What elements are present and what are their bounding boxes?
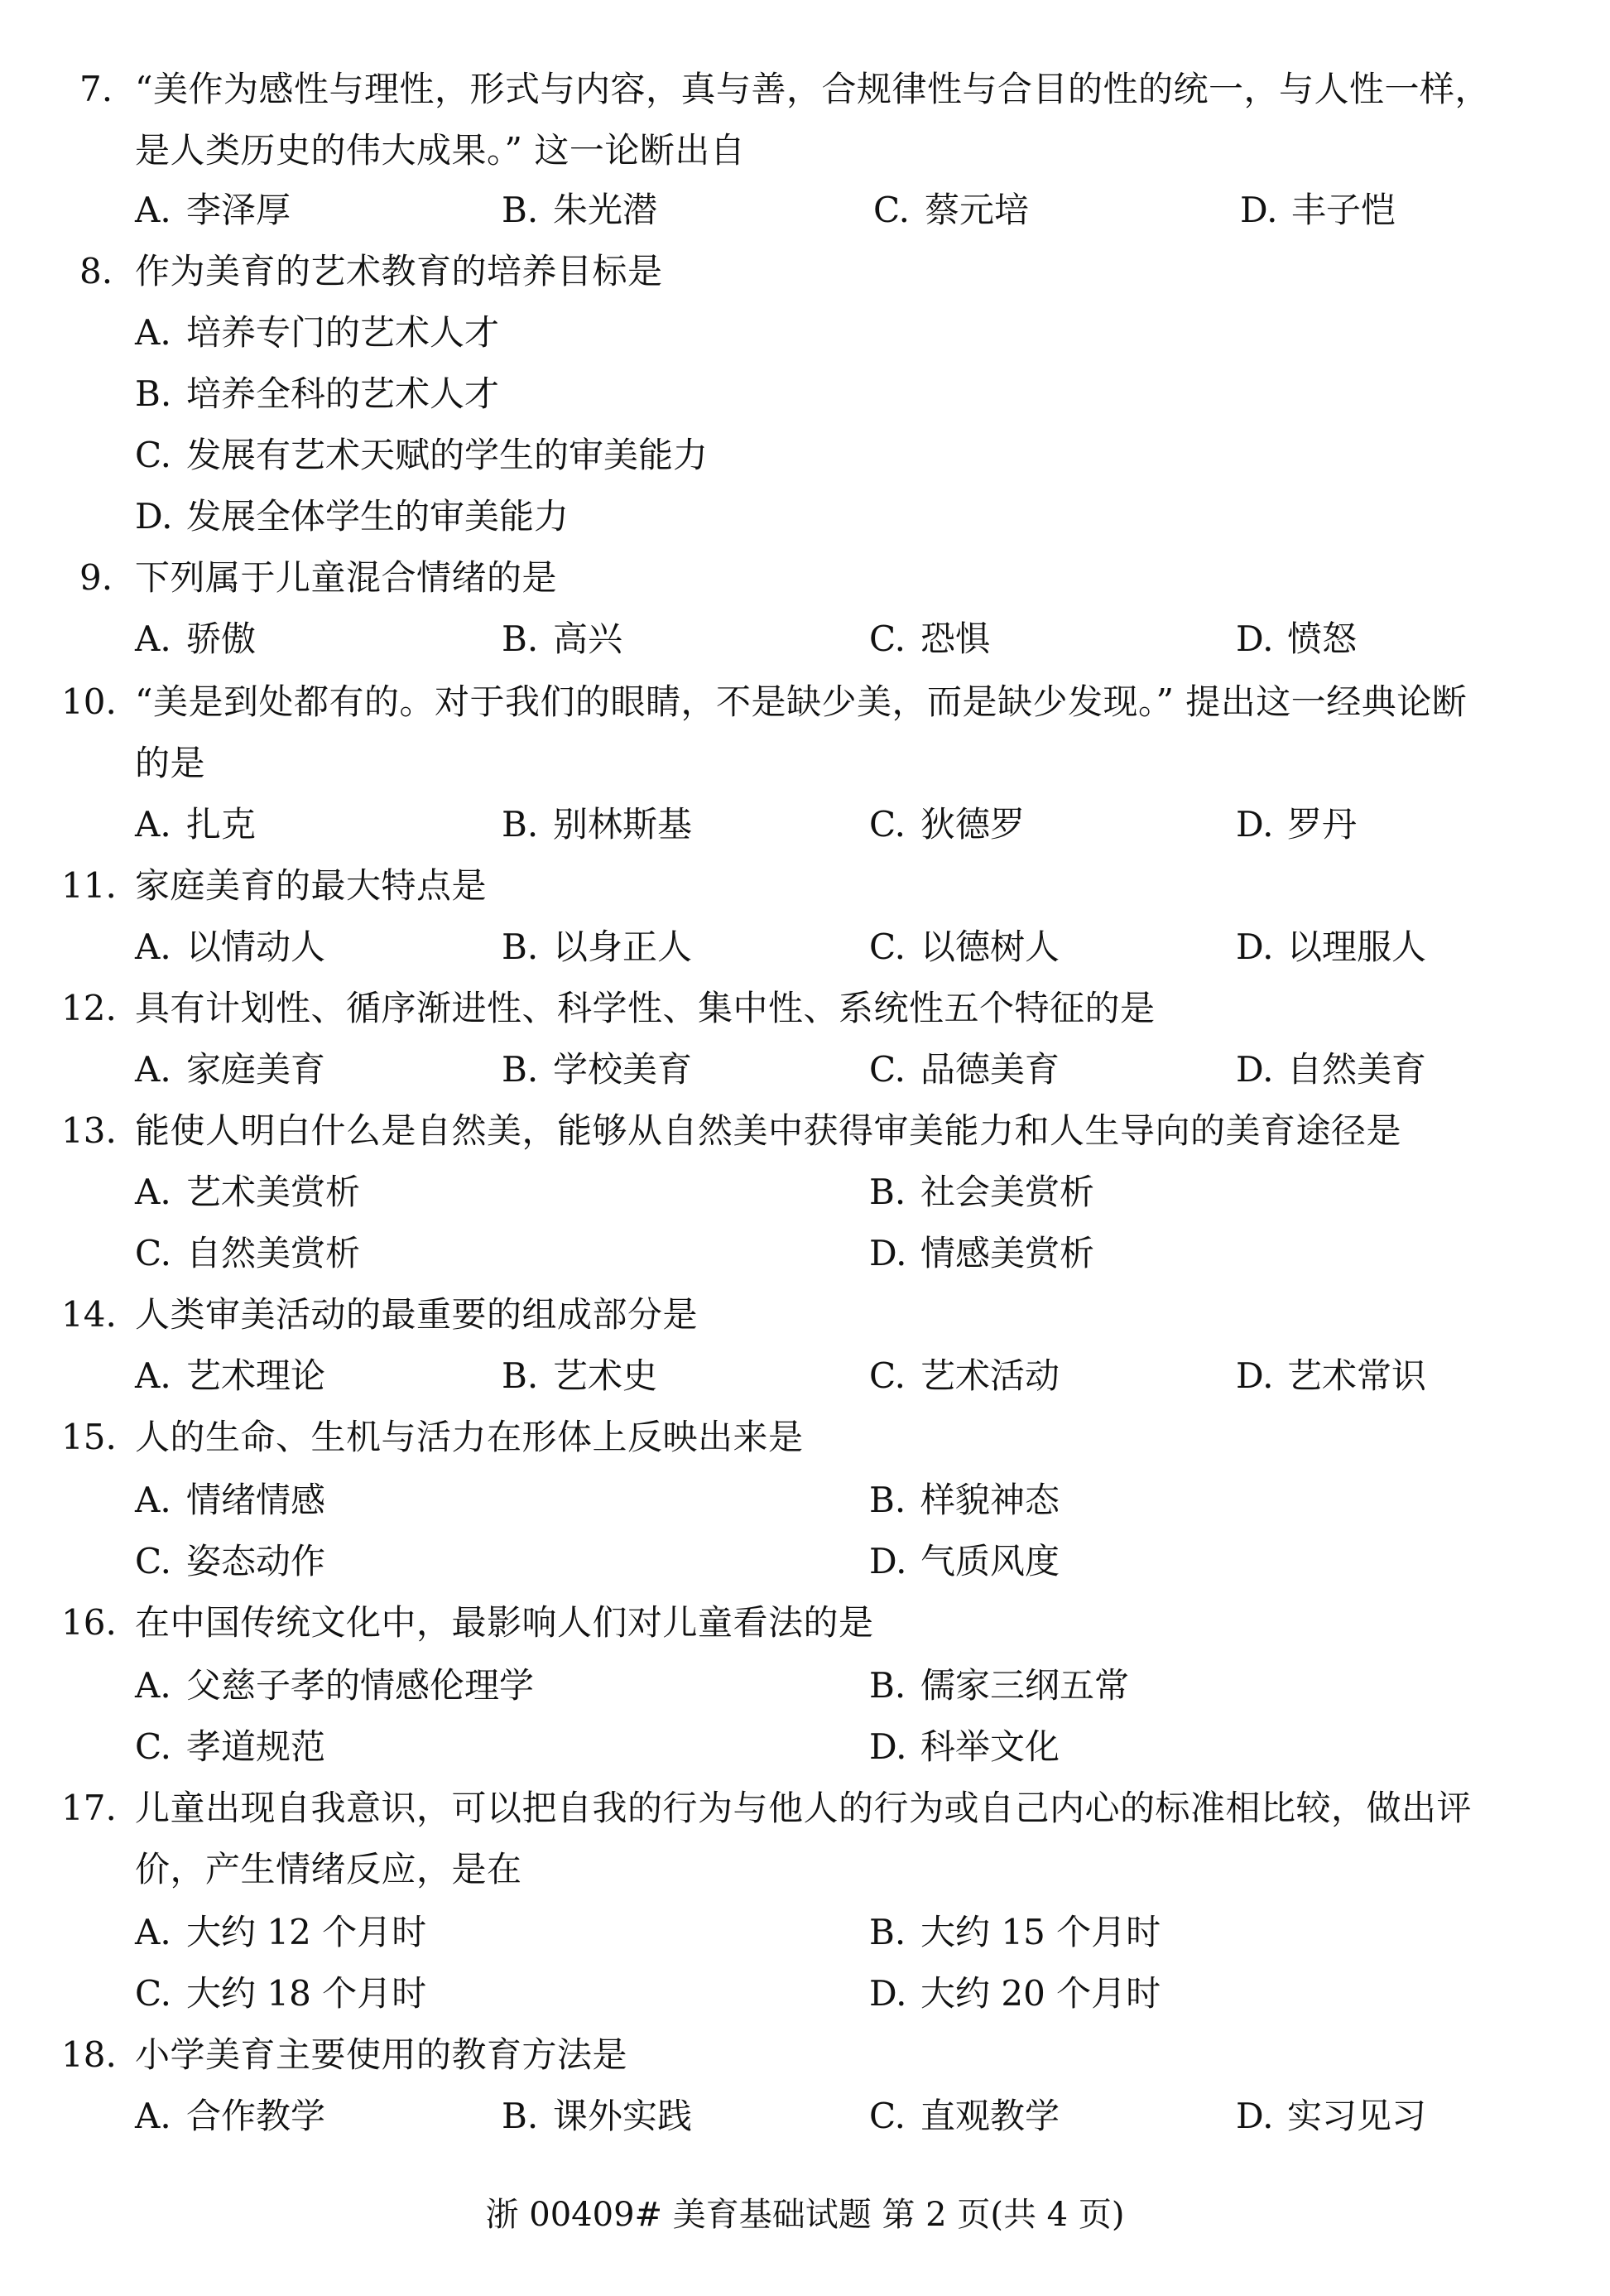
option-c: C. 恐惧 (869, 619, 991, 659)
option-a: A. 李泽厚 (135, 190, 291, 230)
option-c: C. 以德树人 (869, 927, 1060, 967)
option-b: B. 朱光潜 (502, 190, 658, 230)
question-text: 儿童出现自我意识，可以把自我的行为与他人的行为或自己内心的标准相比较，做出评 (135, 1788, 1473, 1828)
question-text: “美是到处都有的。对于我们的眼睛，不是缺少美，而是缺少发现。” 提出这一经典论断 (135, 681, 1468, 722)
option-c: C. 直观教学 (869, 2096, 1060, 2136)
question-number: 17. (61, 1788, 117, 1828)
option-a: A. 大约 12 个月时 (135, 1912, 427, 1952)
question-text: 具有计划性、循序渐进性、科学性、集中性、系统性五个特征的是 (135, 988, 1156, 1028)
option-d: D. 实习见习 (1236, 2096, 1427, 2136)
option-c: C. 艺术活动 (869, 1355, 1060, 1396)
option-c: C. 自然美赏析 (135, 1233, 361, 1273)
option-d: D. 自然美育 (1236, 1049, 1427, 1090)
question-text: 下列属于儿童混合情绪的是 (135, 557, 558, 598)
option-c: C. 姿态动作 (135, 1541, 326, 1581)
question-text: “美作为感性与理性，形式与内容，真与善，合规律性与合目的性的统一，与人性一样， (135, 69, 1490, 109)
question-text: 人的生命、生机与活力在形体上反映出来是 (135, 1417, 804, 1457)
option-d: D. 艺术常识 (1236, 1355, 1427, 1396)
option-a: A. 培养专门的艺术人才 (135, 312, 500, 353)
question-text: 小学美育主要使用的教育方法是 (135, 2034, 628, 2075)
question-number: 14. (61, 1294, 117, 1335)
option-c: C. 品德美育 (869, 1049, 1060, 1090)
question-number: 11. (61, 865, 117, 906)
option-a: A. 艺术理论 (135, 1355, 326, 1396)
option-b: B. 艺术史 (502, 1355, 658, 1396)
question-text: 是人类历史的伟大成果。” 这一论断出自 (135, 130, 746, 171)
question-text: 作为美育的艺术教育的培养目标是 (135, 251, 663, 291)
question-number: 9. (79, 557, 113, 598)
option-b: B. 大约 15 个月时 (869, 1912, 1161, 1952)
option-c: C. 狄德罗 (869, 804, 1026, 845)
option-d: D. 发展全体学生的审美能力 (135, 496, 570, 537)
option-d: D. 丰子恺 (1240, 190, 1396, 230)
option-d: D. 气质风度 (869, 1541, 1060, 1581)
option-a: A. 父慈子孝的情感伦理学 (135, 1665, 535, 1706)
question-number: 12. (61, 988, 117, 1028)
option-a: A. 以情动人 (135, 927, 326, 967)
option-b: B. 学校美育 (502, 1049, 693, 1090)
option-d: D. 科举文化 (869, 1726, 1060, 1767)
option-c: C. 发展有艺术天赋的学生的审美能力 (135, 435, 709, 475)
option-a: A. 扎克 (135, 804, 257, 845)
option-b: B. 社会美赏析 (869, 1172, 1095, 1212)
question-text: 人类审美活动的最重要的组成部分是 (135, 1294, 699, 1335)
question-text: 家庭美育的最大特点是 (135, 865, 488, 906)
question-text: 价，产生情绪反应，是在 (135, 1849, 522, 1889)
option-d: D. 大约 20 个月时 (869, 1973, 1161, 2014)
question-number: 8. (79, 251, 113, 291)
option-b: B. 样貌神态 (869, 1480, 1060, 1520)
question-number: 13. (61, 1110, 117, 1151)
option-a: A. 艺术美赏析 (135, 1172, 361, 1212)
question-number: 7. (79, 69, 113, 109)
option-d: D. 愤怒 (1236, 619, 1358, 659)
question-text: 在中国传统文化中，最影响人们对儿童看法的是 (135, 1602, 874, 1643)
question-number: 10. (61, 681, 117, 722)
option-b: B. 别林斯基 (502, 804, 693, 845)
question-text: 能使人明白什么是自然美，能够从自然美中获得审美能力和人生导向的美育途径是 (135, 1110, 1402, 1151)
option-b: B. 儒家三纲五常 (869, 1665, 1130, 1706)
option-c: C. 大约 18 个月时 (135, 1973, 427, 2014)
question-text: 的是 (135, 743, 206, 783)
option-b: B. 以身正人 (502, 927, 693, 967)
option-c: C. 孝道规范 (135, 1726, 326, 1767)
question-number: 18. (61, 2034, 117, 2075)
option-a: A. 情绪情感 (135, 1480, 326, 1520)
page-footer: 浙 00409# 美育基础试题 第 2 页(共 4 页) (485, 2196, 1125, 2234)
option-d: D. 情感美赏析 (869, 1233, 1095, 1273)
option-a: A. 骄傲 (135, 619, 257, 659)
option-c: C. 蔡元培 (873, 190, 1030, 230)
option-b: B. 培养全科的艺术人才 (135, 373, 500, 414)
option-a: A. 合作教学 (135, 2096, 326, 2136)
option-d: D. 罗丹 (1236, 804, 1358, 845)
question-number: 15. (61, 1417, 117, 1457)
option-b: B. 课外实践 (502, 2096, 693, 2136)
option-a: A. 家庭美育 (135, 1049, 326, 1090)
option-d: D. 以理服人 (1236, 927, 1427, 967)
question-number: 16. (61, 1602, 117, 1643)
option-b: B. 高兴 (502, 619, 623, 659)
